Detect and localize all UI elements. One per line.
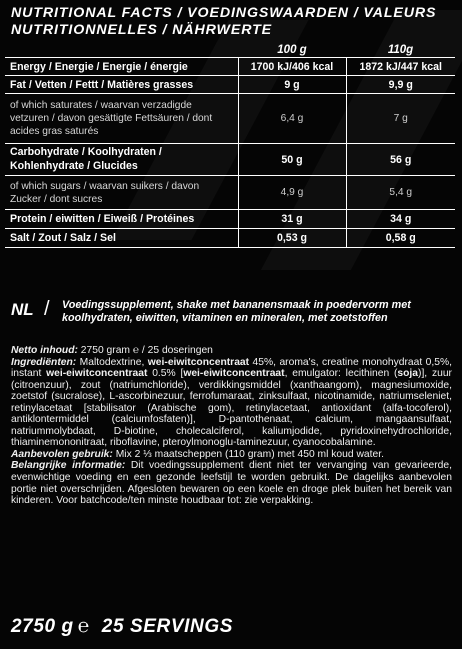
value-100g: 0,53 g	[238, 229, 346, 248]
ingredients-text: Maltodextrine,	[76, 356, 148, 368]
table-row	[5, 144, 455, 176]
ingredients-label: Ingrediënten:	[11, 356, 77, 368]
value-100g: 9 g	[238, 76, 346, 94]
dutch-section-body	[11, 345, 452, 507]
estimated-sign-icon: ℮	[77, 616, 90, 637]
nutrition-title: NUTRITIONAL FACTS / VOEDINGSWAARDEN / VALEURS NUTRITIONNELLES / NÄHRWERTE	[11, 5, 437, 38]
value-110g: 9,9 g	[346, 76, 455, 94]
language-separator: /	[44, 298, 50, 320]
row-label: Salt / Zout / Salz / Sel	[5, 229, 238, 248]
important-info-label: Belangrijke informatie:	[11, 460, 126, 472]
value-110g: 7 g	[346, 94, 455, 144]
important-info-value: Dit voedingssupplement dient niet ter vervanging van gevarieerde, evenwichtige voeding en een gezonde leefstijl te worden gebruikt. De dagelijks aanbevolen portie niet overschrijden. Afgesloten bewaren op een koele en droge plek buiten het bereik van kinderen. Voor batchcode/ten minste houdbaar tot: zie verpakking.	[11, 460, 452, 507]
table-row	[5, 176, 455, 210]
servings-count: 25 SERVINGS	[101, 616, 233, 637]
value-100g: 4,9 g	[238, 176, 346, 210]
value-110g: 56 g	[346, 144, 455, 176]
column-header-110g: 110g	[387, 43, 414, 56]
product-description: Voedingssupplement, shake met bananensmaak in poedervorm met koolhydraten, eiwitten, vitaminen en mineralen, met zoetstoffen	[62, 299, 411, 324]
recommended-use-value: Mix 2 ⅓ maatscheppen (110 gram) met 450 ml koud water.	[112, 448, 384, 460]
value-110g: 5,4 g	[346, 176, 455, 210]
table-row	[5, 210, 455, 229]
value-100g: 31 g	[238, 210, 346, 229]
allergen-text: wei-eiwitconcentraat	[183, 368, 285, 380]
net-weight: 2750 g	[11, 616, 74, 637]
nutrition-table	[5, 42, 455, 248]
table-row	[5, 94, 455, 144]
net-content	[11, 345, 452, 357]
value-100g: 1700 kJ/406 kcal	[238, 58, 346, 76]
allergen-text: wei-eiwitconcentraat	[46, 368, 148, 380]
row-label: Energy / Energie / Energie / énergie	[5, 58, 238, 76]
value-110g: 0,58 g	[346, 229, 455, 248]
ingredients-text: , emulgator: lecithinen (	[284, 368, 398, 380]
row-label: Protein / eiwitten / Eiweiß / Protéines	[5, 210, 238, 229]
important-info	[11, 460, 452, 506]
table-header-row	[5, 42, 455, 58]
value-100g: 6,4 g	[238, 94, 346, 144]
column-header-100g: 100 g	[277, 43, 307, 56]
allergen-text: wei-eiwitconcentraat	[147, 356, 250, 368]
language-code: NL	[11, 300, 34, 319]
value-100g: 50 g	[238, 144, 346, 176]
net-content-value: 2750 gram ℮ / 25 doseringen	[77, 345, 213, 356]
package-footer	[11, 616, 233, 638]
row-label: of which sugars / waarvan suikers / davon Zucker / dont sucres	[5, 176, 238, 210]
ingredients-text: 0.5% [	[147, 368, 184, 380]
allergen-text: soja	[397, 368, 419, 380]
table-row	[5, 76, 455, 94]
row-label: Fat / Vetten / Fettt / Matières grasses	[5, 76, 238, 94]
recommended-use-label: Aanbevolen gebruik:	[11, 448, 113, 460]
ingredients-text: )], zuur (citroenzuur), zout (natriumchloride), verdikkingsmiddel (xanthaangom), magnesiumoxide, zoetstof (sucralose), L-ascorbinezuur, ferrofumaraat, zinksulfaat, nicotinamide, natriumseleniet, retinylacetaat [stabilisator (Arabische gom), retinylacetaat, antioxidant (alfa-tocoferol), antiklontermiddel (calciumfosfaten)], D-pantothenaat, calcium, mangaansulfaat, natriummolybdaat, D-biotine, cholecalciferol, kaliumjodide, pyridoxinehydrochloride, thiaminemononitraat, riboflavine, pteroylmonoglu-taminezuur, cyanocobalamine.	[11, 368, 452, 449]
table-row	[5, 229, 455, 248]
table-row	[5, 58, 455, 76]
net-content-label: Netto inhoud:	[11, 345, 78, 356]
recommended-use	[11, 449, 452, 461]
value-110g: 34 g	[346, 210, 455, 229]
ingredients-text: 45%, aroma's, creatine monohydraat 0,5%, instant	[11, 356, 453, 380]
ingredients	[11, 357, 452, 449]
row-label: Carbohydrate / Koolhydraten / Kohlenhydrate / Glucides	[5, 144, 238, 176]
value-110g: 1872 kJ/447 kcal	[346, 58, 455, 76]
row-label: of which saturates / waarvan verzadigde vetzuren / davon gesättigte Fettsäuren / dont acides gras saturés	[5, 94, 238, 144]
